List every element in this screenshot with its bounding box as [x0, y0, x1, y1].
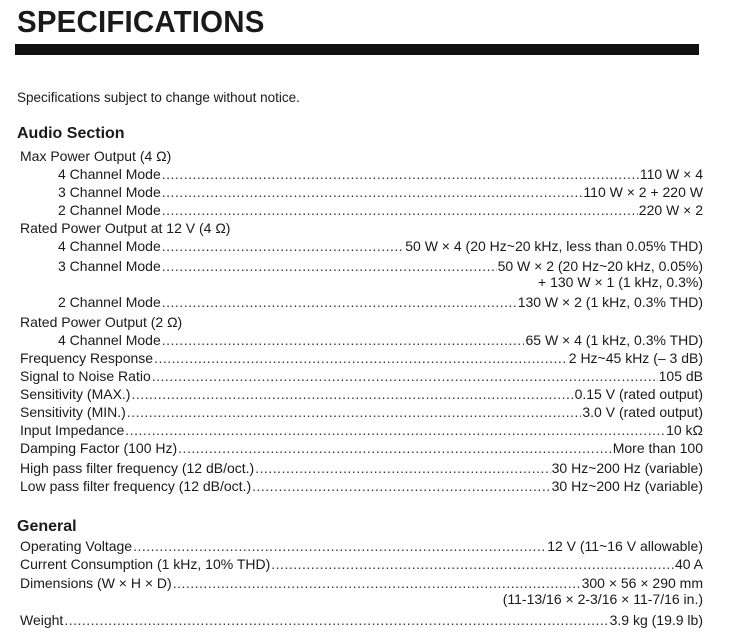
spec-weight	[20, 608, 703, 628]
spec-value: 2 Hz~45 kHz (– 3 dB)	[568, 350, 703, 366]
audio-section-heading: Audio Section	[17, 125, 125, 142]
spec-hpf	[20, 456, 703, 476]
page-title: SPECIFICATIONS	[17, 4, 265, 39]
notice-text: Specifications subject to change without notice.	[17, 90, 300, 105]
spec-label: 4 Channel Mode	[58, 238, 161, 254]
spec-value: 3.0 V (rated output)	[582, 404, 703, 420]
spec-label: 4 Channel Mode	[58, 166, 161, 182]
spec-rated-12v	[20, 216, 703, 236]
spec-label: Operating Voltage	[20, 538, 133, 554]
spec-rated-2ohm	[20, 310, 703, 330]
spec-label: Input Impedance	[20, 422, 125, 438]
spec-value: 105 dB	[658, 368, 703, 384]
spec-value: 3.9 kg (19.9 lb)	[609, 612, 703, 628]
spec-label: Max Power Output (4 Ω)	[20, 148, 172, 164]
spec-label: Rated Power Output at 12 V (4 Ω)	[20, 220, 231, 236]
spec-value: 30 Hz~200 Hz (variable)	[551, 478, 703, 494]
leader-dots	[252, 478, 551, 494]
spec-label: Current Consumption (1 kHz, 10% THD)	[20, 556, 271, 572]
spec-value: 130 W × 2 (1 kHz, 0.3% THD)	[517, 294, 703, 310]
spec-lpf	[20, 474, 703, 494]
spec-label: Rated Power Output (2 Ω)	[20, 314, 183, 330]
spec-label: 3 Channel Mode	[58, 184, 161, 200]
spec-max-power	[20, 144, 703, 164]
spec-label: Signal to Noise Ratio	[20, 368, 151, 384]
spec-label: 2 Channel Mode	[58, 202, 161, 218]
spec-max-3ch	[58, 180, 703, 200]
spec-value: More than 100	[612, 440, 703, 456]
spec-label: Damping Factor (100 Hz)	[20, 440, 178, 456]
spec-label: Dimensions (W × H × D)	[20, 575, 172, 591]
spec-label: Low pass filter frequency (12 dB/oct.)	[20, 478, 252, 494]
spec-freq-response	[20, 346, 703, 366]
spec-value: 65 W × 4 (1 kHz, 0.3% THD)	[525, 332, 703, 348]
spec-current	[20, 552, 703, 572]
spec-sens-min	[20, 400, 703, 420]
spec-value: 220 W × 2	[638, 202, 703, 218]
spec-label: 2 Channel Mode	[58, 294, 161, 310]
spec-2ohm-4ch	[58, 328, 703, 348]
spec-value: 110 W × 4	[639, 166, 703, 182]
leader-dots	[162, 258, 497, 274]
leader-dots	[173, 575, 581, 591]
spec-damping	[20, 436, 703, 456]
spec-rated-2ch	[58, 290, 703, 310]
spec-value: 300 × 56 × 290 mm	[581, 575, 703, 591]
spec-input-impedance	[20, 418, 703, 438]
spec-rated-3ch	[58, 254, 703, 274]
spec-sens-max	[20, 382, 703, 402]
spec-label: Sensitivity (MAX.)	[20, 386, 131, 402]
spec-rated-3ch-cont: + 130 W × 1 (1 kHz, 0.3%)	[538, 274, 703, 290]
spec-label: 4 Channel Mode	[58, 332, 161, 348]
leader-dots	[162, 294, 517, 310]
spec-max-4ch	[58, 162, 703, 182]
spec-value: 50 W × 2 (20 Hz~20 kHz, 0.05%)	[497, 258, 703, 274]
spec-label: High pass filter frequency (12 dB/oct.)	[20, 460, 255, 476]
spec-value: 40 A	[674, 556, 703, 572]
spec-label: 3 Channel Mode	[58, 258, 161, 274]
spec-value: 30 Hz~200 Hz (variable)	[551, 460, 703, 476]
leader-dots	[64, 612, 608, 628]
leader-dots	[271, 556, 674, 572]
spec-value: 0.15 V (rated output)	[574, 386, 703, 402]
spec-value: 12 V (11~16 V allowable)	[547, 538, 703, 554]
spec-value: 110 W × 2 + 220 W	[583, 184, 703, 200]
spec-rated-4ch	[58, 234, 703, 254]
spec-label: Weight	[20, 612, 64, 628]
spec-label: Sensitivity (MIN.)	[20, 404, 126, 420]
general-section-heading: General	[17, 518, 77, 535]
spec-value: 50 W × 4 (20 Hz~20 kHz, less than 0.05% THD)	[405, 238, 703, 254]
spec-label: Frequency Response	[20, 350, 154, 366]
spec-value: 10 kΩ	[666, 422, 703, 438]
spec-max-2ch	[58, 198, 703, 218]
spec-voltage	[20, 534, 703, 554]
leader-dots	[162, 238, 404, 254]
title-rule	[15, 44, 699, 55]
spec-snr	[20, 364, 703, 384]
spec-dimensions	[20, 571, 703, 591]
spec-dimensions-cont: (11-13/16 × 2-3/16 × 11-7/16 in.)	[502, 591, 703, 607]
leader-dots	[178, 440, 612, 456]
